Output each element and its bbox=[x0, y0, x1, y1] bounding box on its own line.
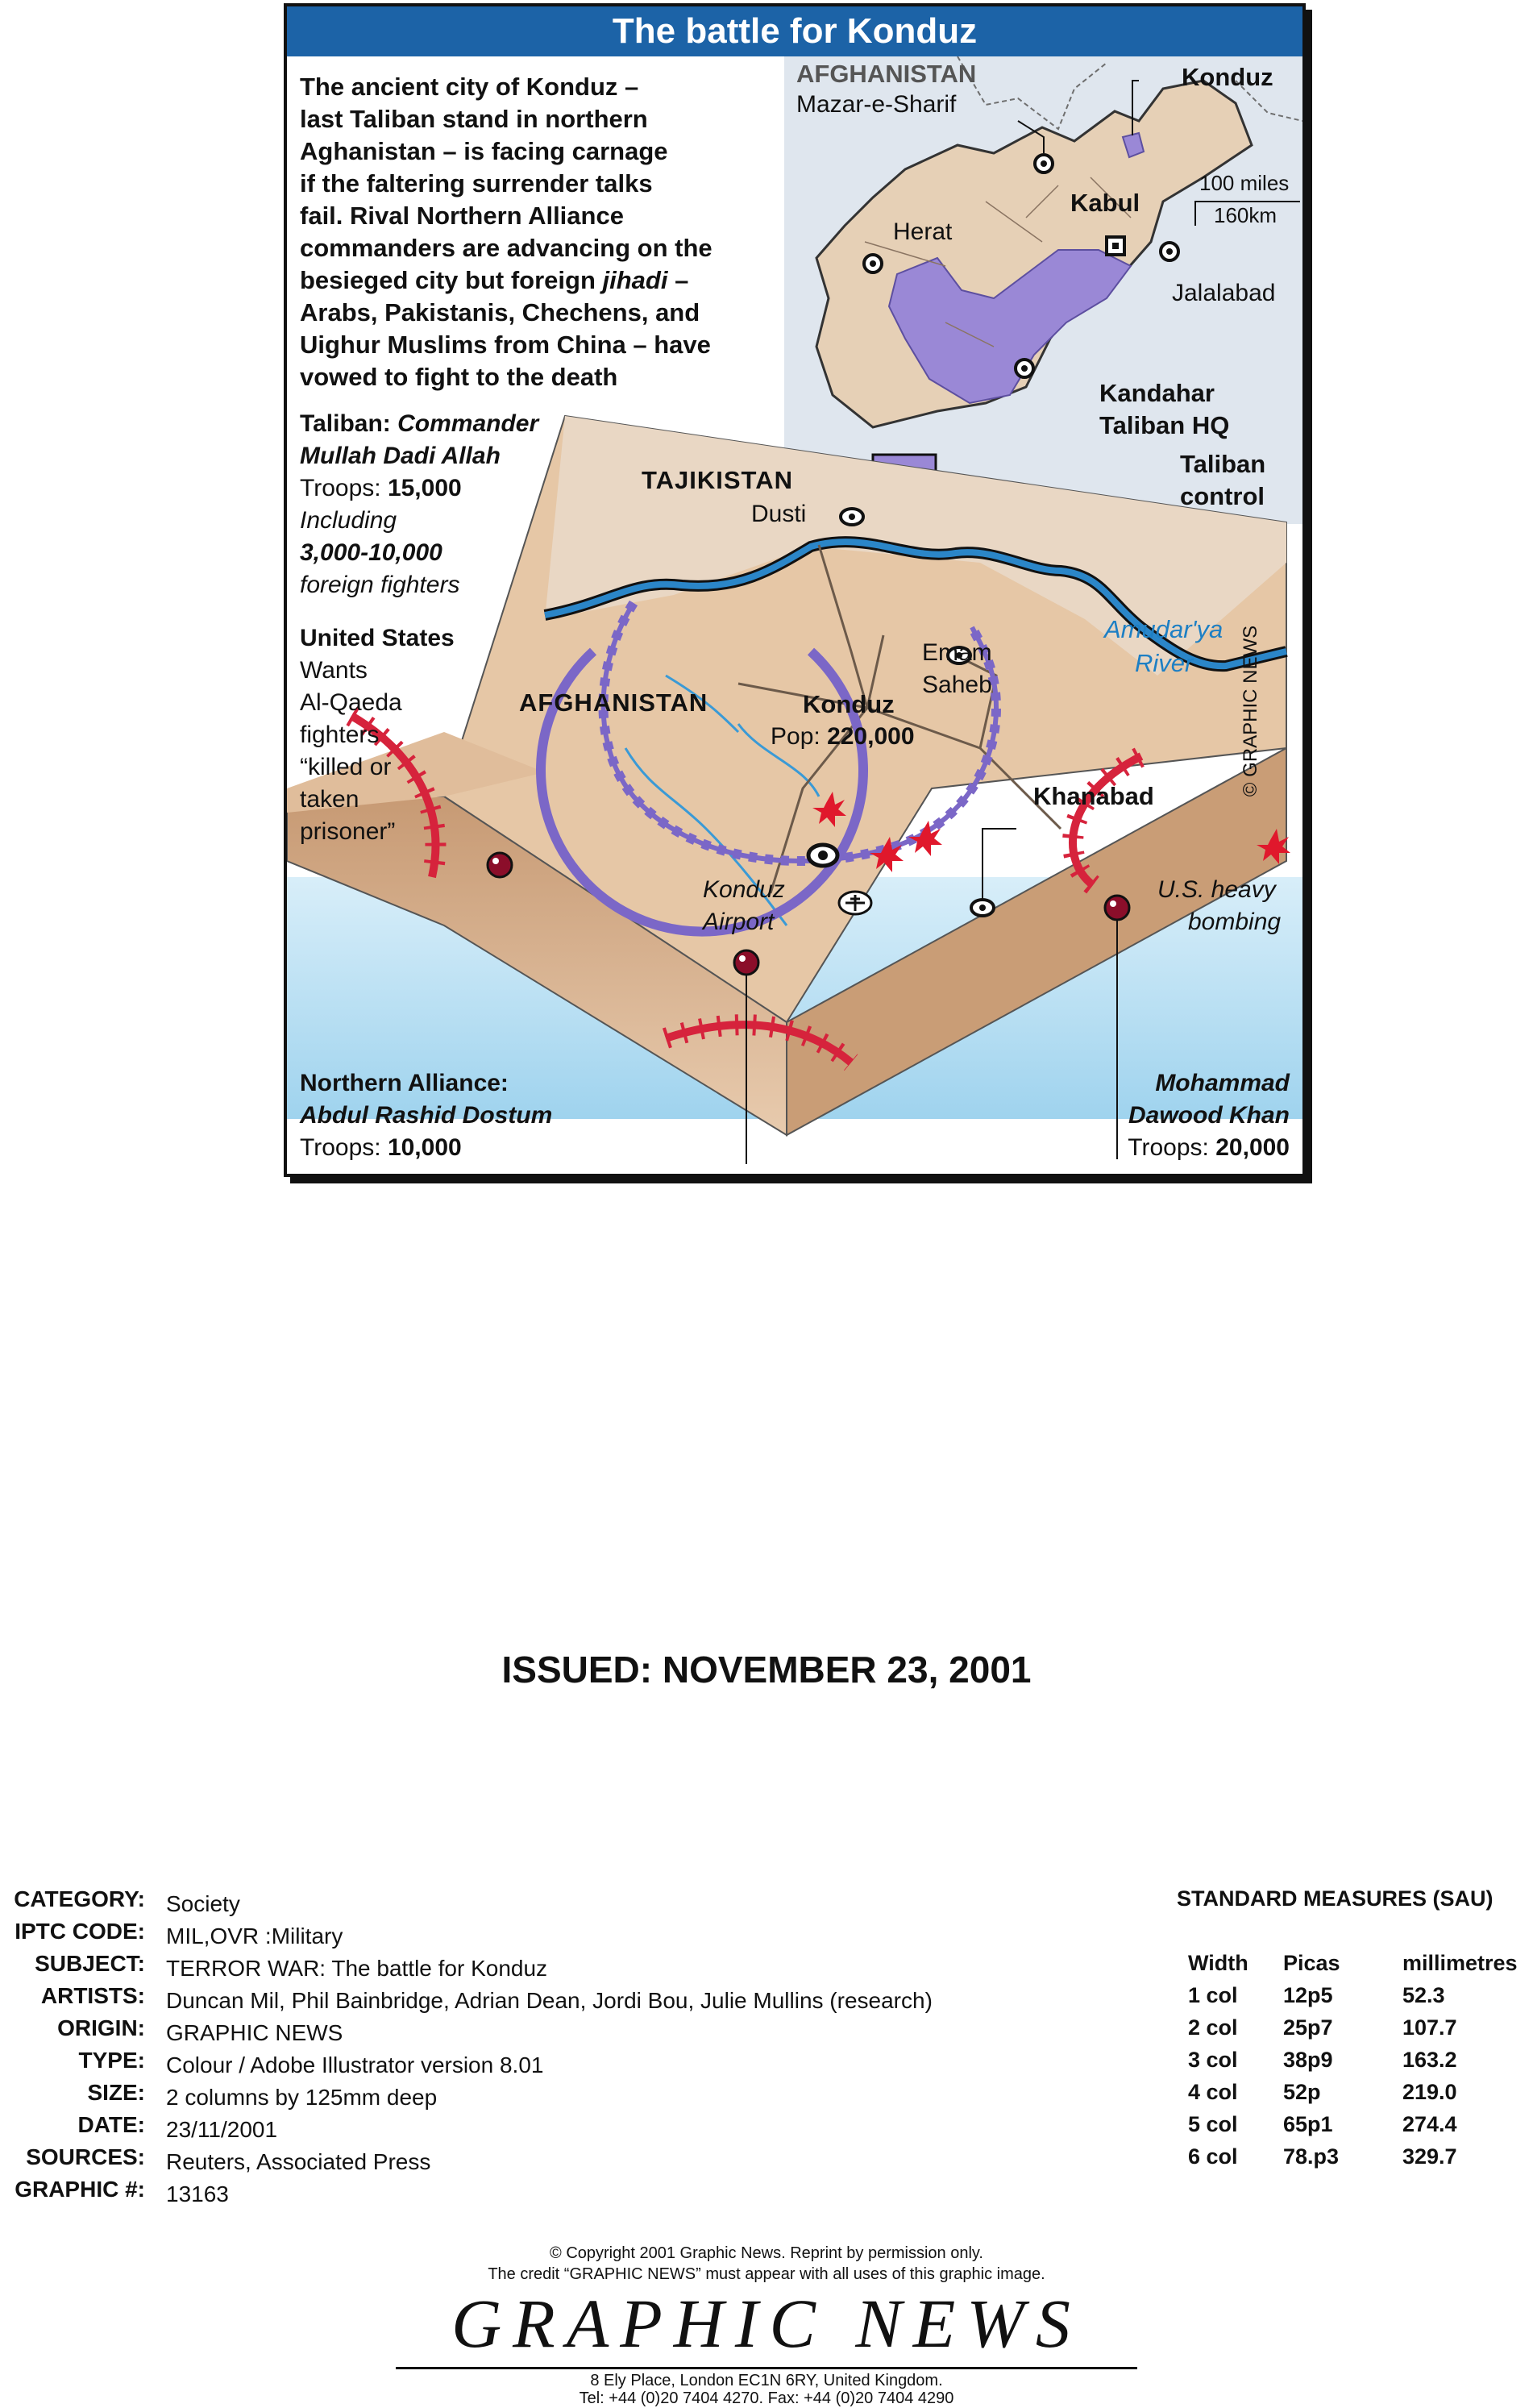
phone-line: Tel: +44 (0)20 7404 4270. Fax: +44 (0)20 7404 4290 bbox=[579, 2389, 954, 2407]
meta-label: CATEGORY: bbox=[14, 1886, 145, 1911]
meta-label: DATE: bbox=[77, 2112, 145, 2137]
mazar-marker bbox=[1035, 155, 1053, 173]
inset-country-label: AFGHANISTAN bbox=[796, 60, 977, 88]
kabul-marker bbox=[1107, 237, 1124, 255]
dusti-marker bbox=[841, 509, 863, 525]
intro-line: fail. Rival Northern Alliance bbox=[300, 202, 624, 230]
intro-line: besieged city but foreign jihadi – bbox=[300, 266, 689, 294]
meta-value: GRAPHIC NEWS bbox=[166, 2020, 343, 2045]
herat-label: Herat bbox=[893, 218, 953, 245]
airport-label-2: Airport bbox=[703, 909, 775, 935]
us-line: fighters bbox=[300, 722, 380, 748]
herat-marker bbox=[864, 255, 882, 272]
sm-cell: 107.7 bbox=[1402, 2015, 1457, 2040]
sm-header: Picas bbox=[1283, 1951, 1340, 1975]
sm-cell: 25p7 bbox=[1283, 2015, 1333, 2040]
sm-title: STANDARD MEASURES (SAU) bbox=[1177, 1886, 1494, 1911]
intro-line: last Taliban stand in northern bbox=[300, 105, 648, 133]
us-line: prisoner” bbox=[300, 818, 396, 845]
taliban-hq-label: Taliban HQ bbox=[1099, 411, 1230, 439]
copyright-line-1: © Copyright 2001 Graphic News. Reprint by permission only. bbox=[550, 2244, 983, 2262]
meta-label: ARTISTS: bbox=[40, 1983, 145, 2008]
na-pin bbox=[734, 950, 758, 975]
graphic-panel bbox=[284, 3, 1306, 1177]
mk-name-2: Dawood Khan bbox=[1128, 1102, 1290, 1129]
metadata-block bbox=[0, 1886, 1048, 2225]
meta-value: Reuters, Associated Press bbox=[166, 2149, 431, 2174]
us-line: Al-Qaeda bbox=[300, 689, 402, 716]
mazar-label: Mazar-e-Sharif bbox=[796, 91, 957, 118]
sm-cell: 219.0 bbox=[1402, 2080, 1457, 2104]
river-label-2: River bbox=[1135, 649, 1194, 677]
konduz-marker bbox=[808, 845, 837, 866]
kandahar-label: Kandahar bbox=[1099, 379, 1215, 407]
meta-value: 2 columns by 125mm deep bbox=[166, 2085, 438, 2110]
sm-cell: 12p5 bbox=[1283, 1983, 1333, 2007]
meta-label: ORIGIN: bbox=[57, 2015, 145, 2040]
jalalabad-label: Jalalabad bbox=[1172, 280, 1276, 306]
meta-label: SIZE: bbox=[87, 2080, 145, 2105]
sm-cell: 163.2 bbox=[1402, 2048, 1457, 2072]
mk-name-1: Mohammad bbox=[1155, 1070, 1290, 1096]
sm-cell: 52.3 bbox=[1402, 1983, 1445, 2007]
legend-label-2: control bbox=[1180, 482, 1265, 510]
united-states-info bbox=[300, 622, 455, 848]
sm-cell: 78.p3 bbox=[1283, 2144, 1340, 2169]
taliban-foreign-label: foreign fighters bbox=[300, 572, 460, 598]
na-troops-label: Troops: bbox=[300, 1134, 381, 1161]
meta-label: GRAPHIC #: bbox=[15, 2177, 145, 2202]
sm-header: millimetres bbox=[1402, 1951, 1518, 1975]
konduz-pop bbox=[771, 722, 915, 751]
mohammad-info bbox=[1128, 1067, 1290, 1164]
sm-cell: 274.4 bbox=[1402, 2112, 1457, 2136]
graphic-title: The battle for Konduz bbox=[612, 11, 978, 51]
title-bar bbox=[287, 6, 1302, 56]
copyright-line-2: The credit “GRAPHIC NEWS” must appear with all uses of this graphic image. bbox=[488, 2265, 1045, 2283]
scale-km: 160km bbox=[1214, 203, 1278, 227]
konduz-inset-label: Konduz bbox=[1182, 63, 1273, 91]
meta-value: TERROR WAR: The battle for Konduz bbox=[166, 1956, 548, 1981]
emam-label: Emam bbox=[922, 639, 992, 666]
jalalabad-marker bbox=[1161, 243, 1178, 260]
bombing-label-1: U.S. heavy bbox=[1157, 876, 1276, 903]
mk-troops-value: 20,000 bbox=[1215, 1134, 1290, 1161]
taliban-info bbox=[300, 408, 538, 601]
intro-line: Aghanistan – is facing carnage bbox=[300, 137, 668, 165]
us-line: “killed or bbox=[300, 754, 392, 780]
khanabad-marker bbox=[971, 900, 994, 916]
sm-cell: 2 col bbox=[1188, 2015, 1238, 2040]
sm-cell: 6 col bbox=[1188, 2144, 1238, 2169]
sm-cell: 1 col bbox=[1188, 1983, 1238, 2007]
kandahar-marker bbox=[1016, 360, 1033, 377]
sm-cell: 5 col bbox=[1188, 2112, 1238, 2136]
dusti-label: Dusti bbox=[751, 501, 807, 527]
us-line: Wants bbox=[300, 657, 368, 684]
sm-header: Width bbox=[1188, 1951, 1248, 1975]
meta-value: Colour / Adobe Illustrator version 8.01 bbox=[166, 2052, 544, 2077]
khanabad-label: Khanabad bbox=[1033, 782, 1154, 810]
address-line: 8 Ely Place, London EC1N 6RY, United Kingdom. bbox=[590, 2372, 943, 2389]
taliban-troops-value: 15,000 bbox=[387, 475, 462, 501]
tajikistan-label: TAJIKISTAN bbox=[642, 466, 793, 494]
issued-date: ISSUED: NOVEMBER 23, 2001 bbox=[501, 1649, 1032, 1691]
sm-cell: 329.7 bbox=[1402, 2144, 1457, 2169]
meta-label: IPTC CODE: bbox=[15, 1919, 145, 1944]
intro-line: Uighur Muslims from China – have bbox=[300, 331, 711, 359]
scale-miles: 100 miles bbox=[1199, 171, 1290, 195]
bombing-label-2: bombing bbox=[1188, 909, 1282, 935]
na-troops-value: 10,000 bbox=[387, 1134, 462, 1161]
mk-troops-label: Troops: bbox=[1128, 1134, 1209, 1161]
taliban-commander-1: Commander bbox=[397, 410, 539, 437]
intro-text bbox=[300, 71, 783, 393]
meta-value: Duncan Mil, Phil Bainbridge, Adrian Dean, Jordi Bou, Julie Mullins (research) bbox=[166, 1988, 933, 2013]
meta-value: 23/11/2001 bbox=[166, 2117, 278, 2142]
meta-value: Society bbox=[166, 1891, 240, 1916]
intro-line: The ancient city of Konduz – bbox=[300, 73, 639, 101]
meta-label: TYPE: bbox=[78, 2048, 145, 2073]
dostum-pin bbox=[488, 853, 512, 877]
taliban-foreign-count: 3,000-10,000 bbox=[300, 539, 442, 566]
taliban-troops-label: Troops: bbox=[300, 475, 381, 501]
sm-cell: 65p1 bbox=[1283, 2112, 1333, 2136]
airport-label-1: Konduz bbox=[703, 876, 785, 903]
jihadi-emphasis: jihadi bbox=[602, 266, 668, 294]
us-line: taken bbox=[300, 786, 359, 813]
konduz-city-label: Konduz bbox=[803, 690, 895, 718]
intro-line: vowed to fight to the death bbox=[300, 363, 618, 391]
sm-cell: 38p9 bbox=[1283, 2048, 1333, 2072]
taliban-commander-2: Mullah Dadi Allah bbox=[300, 443, 501, 469]
logo-rule bbox=[0, 2367, 1533, 2370]
meta-label: SOURCES: bbox=[26, 2144, 145, 2169]
intro-line: commanders are advancing on the bbox=[300, 234, 712, 262]
kabul-label: Kabul bbox=[1070, 189, 1140, 217]
afghanistan-label: AFGHANISTAN bbox=[519, 688, 708, 717]
khan-pin bbox=[1105, 896, 1129, 920]
graphic-news-logo: GRAPHIC NEWS bbox=[451, 2285, 1082, 2362]
intro-line: if the faltering surrender talks bbox=[300, 169, 653, 198]
sm-cell: 52p bbox=[1283, 2080, 1321, 2104]
river-label-1: Amudar'ya bbox=[1104, 615, 1223, 643]
vertical-copyright: © GRAPHIC NEWS bbox=[1240, 625, 1262, 797]
sm-cell: 4 col bbox=[1188, 2080, 1238, 2104]
airport-icon bbox=[839, 892, 871, 914]
sm-cell: 3 col bbox=[1188, 2048, 1238, 2072]
pop-value: 220,000 bbox=[827, 723, 915, 750]
intro-line: Arabs, Pakistanis, Chechens, and bbox=[300, 298, 700, 326]
na-heading: Northern Alliance: bbox=[300, 1070, 509, 1096]
meta-label: SUBJECT: bbox=[35, 1951, 145, 1976]
us-heading: United States bbox=[300, 625, 455, 651]
meta-value: MIL,OVR :Military bbox=[166, 1923, 343, 1948]
taliban-label: Taliban: bbox=[300, 410, 391, 437]
legend-label-1: Taliban bbox=[1180, 450, 1266, 478]
meta-value: 13163 bbox=[166, 2181, 229, 2206]
standard-measures bbox=[1161, 1886, 1533, 2169]
northern-alliance-info bbox=[300, 1067, 552, 1164]
na-commander: Abdul Rashid Dostum bbox=[300, 1102, 553, 1129]
pop-label: Pop: bbox=[771, 723, 821, 750]
taliban-including: Including bbox=[300, 507, 397, 534]
saheb-label: Saheb bbox=[922, 672, 992, 698]
